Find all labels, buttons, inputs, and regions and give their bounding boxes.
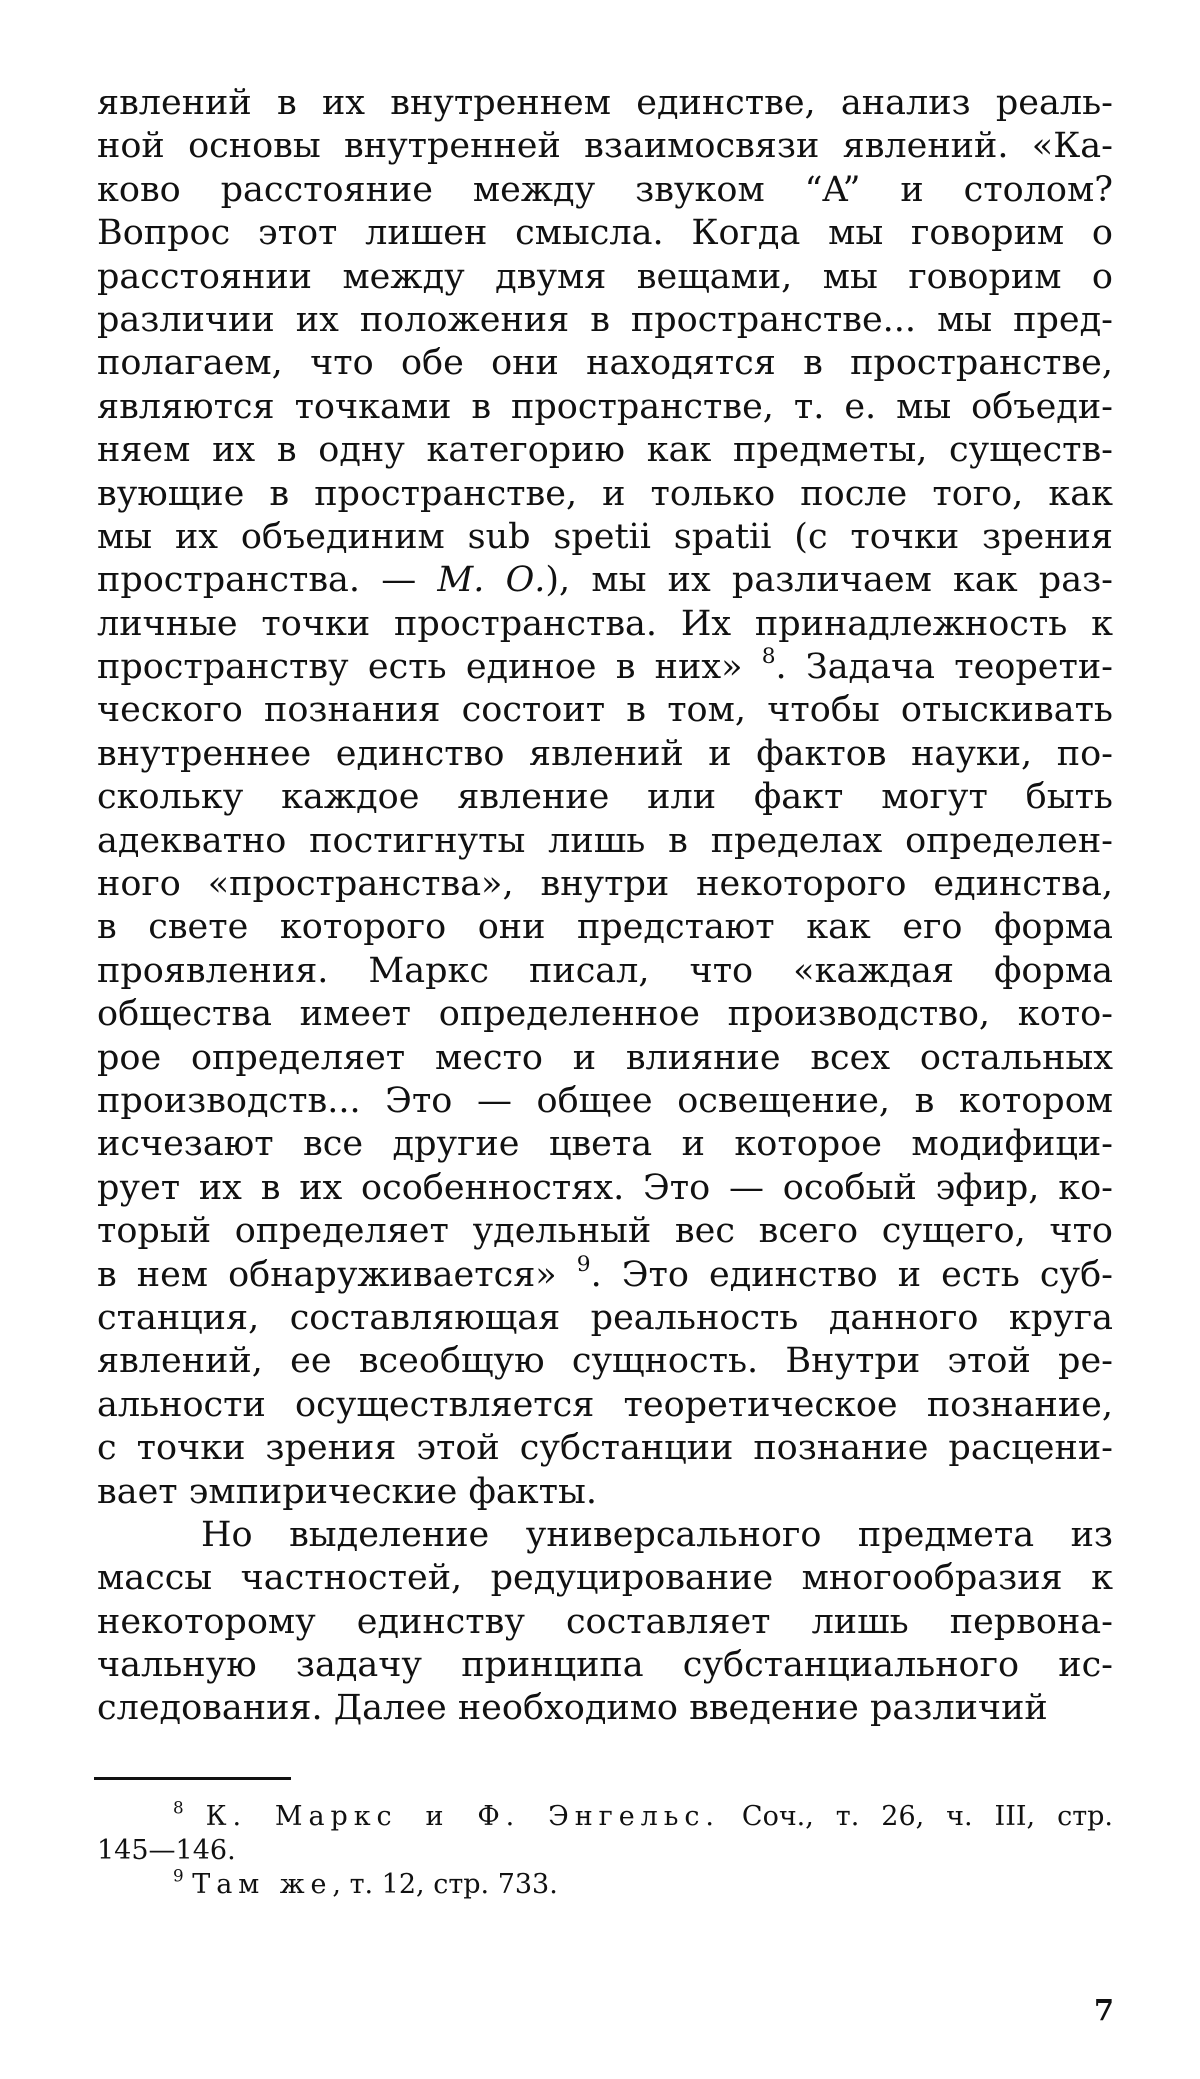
text-line: вает эмпирические факты. bbox=[97, 1471, 597, 1512]
text-line: ково расстояние между звуком “A” и столом? bbox=[97, 169, 1113, 210]
footnote-9 bbox=[97, 1865, 1113, 1902]
text-line: личные точки пространства. Их принадлежность к bbox=[97, 603, 1113, 644]
text-line bbox=[97, 559, 1113, 602]
text-segment: в нем обнаруживается» bbox=[97, 1254, 577, 1295]
text-line: явлений в их внутреннем единстве, анализ реаль- bbox=[97, 83, 1113, 123]
text-segment: . Это единство и есть суб- bbox=[590, 1254, 1114, 1295]
page-number: 7 bbox=[1093, 1993, 1114, 2027]
text-line bbox=[97, 643, 1113, 689]
text-line: производств... Это — общее освещение, в котором bbox=[97, 1080, 1113, 1121]
text-line: рое определяет место и влияние всех остальных bbox=[97, 1037, 1113, 1078]
text-segment: пространства. — bbox=[97, 560, 438, 601]
text-line: няем их в одну категорию как предметы, существ- bbox=[97, 430, 1113, 471]
text-line: массы частностей, редуцирование многообразия к bbox=[97, 1558, 1113, 1599]
footnote-8 bbox=[97, 1797, 1113, 1834]
text-line: Но выделение универсального предмета из bbox=[201, 1514, 1113, 1555]
text-line: Вопрос этот лишен смысла. Когда мы говорим о bbox=[97, 213, 1113, 254]
text-line: станция, составляющая реальность данного круга bbox=[97, 1297, 1113, 1338]
footnote-9-source: , т. 12, стр. 733. bbox=[332, 1869, 558, 1900]
footnote-9-lead: Там же bbox=[192, 1869, 333, 1900]
text-line: исчезают все другие цвета и которое модифици- bbox=[97, 1124, 1113, 1165]
text-line: следования. Далее необходимо введение различий bbox=[97, 1688, 1048, 1729]
text-segment: . Задача теорети- bbox=[775, 647, 1113, 688]
footnote-reference[interactable]: 8 bbox=[761, 643, 776, 669]
text-line: рует их в их особенностях. Это — особый эфир, ко- bbox=[97, 1167, 1113, 1208]
text-segment: ), мы их различаем как раз- bbox=[545, 560, 1113, 601]
text-line: явлений, ее всеобщую сущность. Внутри этой ре- bbox=[97, 1341, 1113, 1382]
text-line: полагаем, что обе они находятся в пространстве, bbox=[97, 343, 1113, 384]
text-line bbox=[97, 1251, 1114, 1297]
text-line: ного «пространства», внутри некоторого единства, bbox=[97, 864, 1113, 905]
text-line: торый определяет удельный вес всего сущего, что bbox=[97, 1211, 1113, 1252]
footnote-reference[interactable]: 9 bbox=[576, 1251, 591, 1277]
footnote-separator bbox=[94, 1777, 291, 1780]
text-segment: пространству есть единое в них» bbox=[97, 647, 762, 688]
text-line: являются точками в пространстве, т. е. мы объеди- bbox=[97, 386, 1113, 427]
text-line: мы их объединим sub spetii spatii (с точки зрения bbox=[97, 516, 1113, 557]
text-line: общества имеет определенное производство, кото- bbox=[97, 994, 1113, 1035]
footnote-8-source: Соч., т. 26, ч. III, стр. bbox=[719, 1801, 1113, 1832]
text-line: чальную задачу принципа субстанциального ис- bbox=[97, 1645, 1113, 1686]
text-line: проявления. Маркс писал, что «каждая форма bbox=[97, 950, 1113, 991]
text-line: альности осуществляется теоретическое познание, bbox=[97, 1384, 1113, 1425]
text-line: ческого познания состоит в том, чтобы отыскивать bbox=[97, 690, 1113, 731]
text-line: с точки зрения этой субстанции познание расцени- bbox=[97, 1428, 1113, 1469]
text-line: вующие в пространстве, и только после того, как bbox=[97, 473, 1113, 514]
footnotes bbox=[97, 1797, 1113, 1902]
main-text bbox=[97, 82, 1113, 1731]
text-line: расстоянии между двумя вещами, мы говорим о bbox=[97, 256, 1113, 297]
text-line: адекватно постигнуты лишь в пределах определен- bbox=[97, 820, 1113, 861]
text-line: ной основы внутренней взаимосвязи явлений. «Ка- bbox=[97, 126, 1113, 167]
text-line: скольку каждое явление или факт могут быть bbox=[97, 777, 1113, 818]
footnote-8-author: К. Маркс и Ф. Энгельс. bbox=[205, 1801, 720, 1832]
footnote-8-continuation: 145—146. bbox=[97, 1835, 236, 1866]
text-line: в свете которого они предстают как его форма bbox=[97, 907, 1113, 948]
footnote-9-mark: 9 bbox=[173, 1865, 184, 1886]
text-line: некоторому единству составляет лишь первона- bbox=[97, 1601, 1113, 1642]
author-initials: М. О. bbox=[437, 560, 546, 601]
text-line: внутреннее единство явлений и фактов науки, по- bbox=[97, 733, 1113, 774]
text-line: различии их положения в пространстве... мы пред- bbox=[97, 299, 1113, 340]
footnote-8-mark: 8 bbox=[173, 1797, 184, 1818]
